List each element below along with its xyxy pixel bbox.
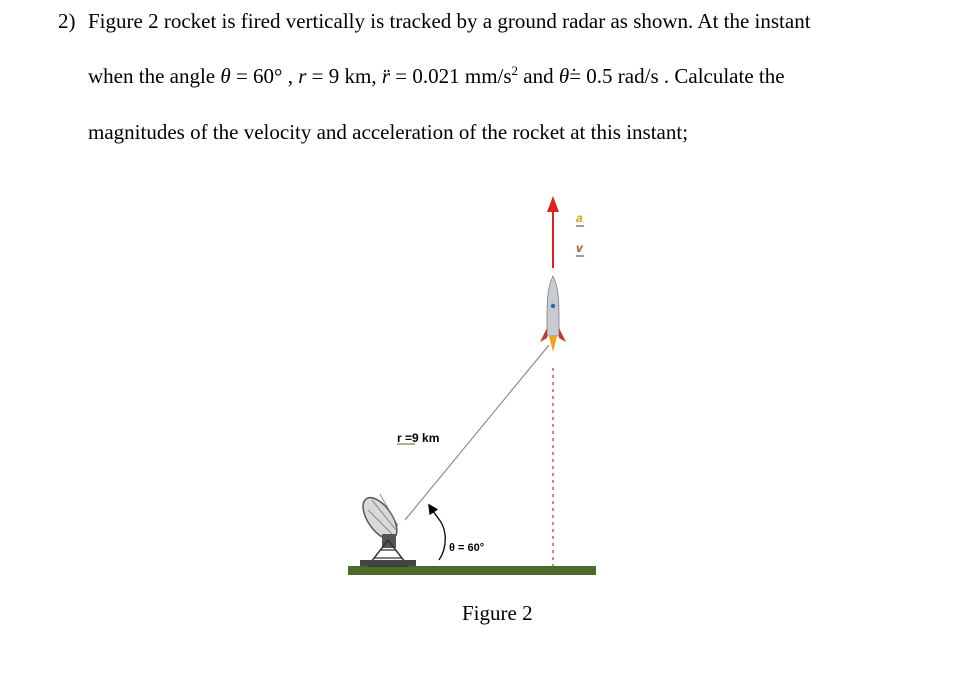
question-line-3: magnitudes of the velocity and acceleration of the rocket at this instant; xyxy=(88,120,689,144)
r-double-dot-exponent: 2 xyxy=(511,63,519,78)
velocity-label: v xyxy=(576,241,583,255)
figure-caption: Figure 2 xyxy=(462,601,533,625)
r-double-dot-value: = 0.021 mm/s xyxy=(390,64,512,88)
theta-dot-symbol: θ̇ xyxy=(558,64,570,88)
question-text-line-1: Figure 2 rocket is fired vertically is tracked by a ground radar as shown. At the instant xyxy=(88,9,811,33)
rocket-icon xyxy=(540,276,566,352)
r-value: = 9 km, xyxy=(306,64,382,88)
theta-angle-arc xyxy=(431,508,445,560)
r-symbol: r xyxy=(298,64,307,88)
theta-symbol: θ xyxy=(220,64,231,88)
question-number: 2) xyxy=(58,9,76,33)
theta-dot-value: = 0.5 rad/s . Calculate the xyxy=(569,64,785,88)
radar-dish-icon xyxy=(356,492,416,566)
r-double-dot-symbol: r̈ xyxy=(381,64,391,88)
acceleration-label: a xyxy=(576,211,583,225)
theta-angle-label: θ = 60° xyxy=(449,542,485,554)
theta-value: = 60° , xyxy=(230,64,299,88)
velocity-arrow-head xyxy=(547,196,559,212)
ground-strip xyxy=(348,566,596,575)
line2-prefix: when the angle xyxy=(88,64,221,88)
r-distance-label: r =9 km xyxy=(397,431,440,445)
and-text: and xyxy=(518,64,559,88)
